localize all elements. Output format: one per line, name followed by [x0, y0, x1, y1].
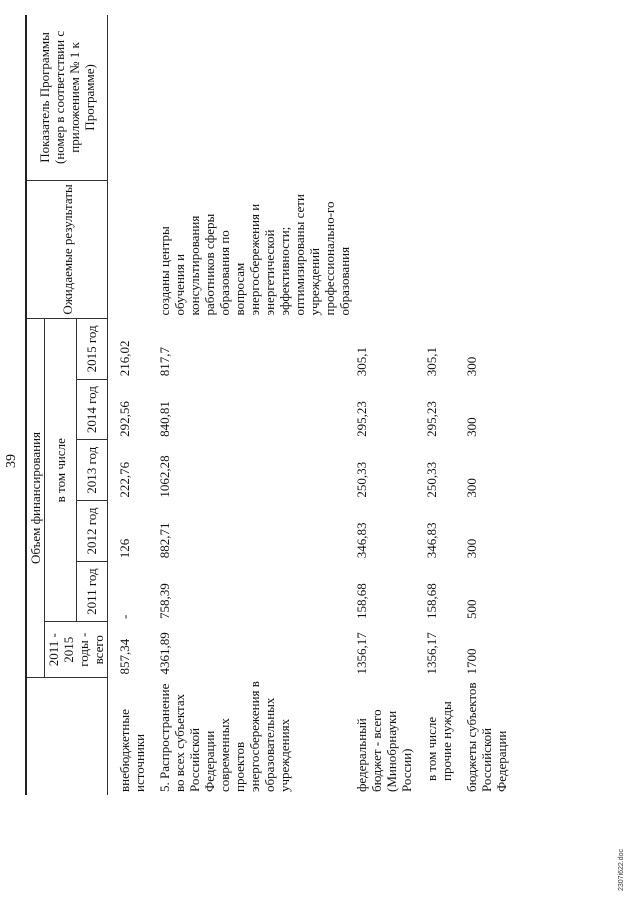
- row-2013: 300: [463, 478, 479, 498]
- row-result: [463, 180, 510, 318]
- row-2014: 295,23: [353, 401, 369, 437]
- header-year-2012: 2012 год: [76, 501, 108, 562]
- row-2011: 758,39: [156, 583, 172, 619]
- row-total: 1356,17: [423, 632, 439, 675]
- row-2013: 250,33: [423, 461, 439, 498]
- table-row: [156, 15, 353, 795]
- row-name: федеральный бюджет - всего (Минобрнауки России): [353, 709, 414, 792]
- table-row: [463, 15, 510, 795]
- page-number: 39: [4, 454, 19, 468]
- row-2011: 158,68: [353, 583, 369, 619]
- row-name: в том числе прочие нужды: [423, 701, 454, 781]
- row-result: [423, 180, 455, 318]
- row-2013: 1062,28: [156, 455, 172, 498]
- header-financing: Объем финансирования: [26, 318, 45, 677]
- row-total: 4361,89: [156, 632, 172, 675]
- row-2012: 346,83: [353, 522, 369, 559]
- row-2012: 126: [116, 538, 132, 559]
- header-year-2013: 2013 год: [76, 440, 108, 501]
- financing-table: [25, 15, 510, 795]
- row-2015: 305,1: [353, 346, 369, 377]
- row-2015: 817,7: [156, 346, 172, 377]
- table-row: [116, 15, 148, 795]
- header-including: в том числе: [45, 318, 77, 622]
- header-year-2014: 2014 год: [76, 379, 108, 440]
- header-indicator: Показатель Программы (номер в соответствии с приложением № 1 к Программе): [26, 15, 108, 180]
- table-row: [353, 15, 415, 795]
- row-name: внебюджетные источники: [116, 709, 147, 792]
- row-indicator: [463, 15, 510, 180]
- row-total: 857,34: [116, 638, 132, 675]
- row-indicator: [353, 15, 415, 180]
- row-2015: 300: [463, 356, 479, 377]
- row-indicator: [423, 15, 455, 180]
- row-indicator: [156, 15, 353, 180]
- header-year-2015: 2015 год: [76, 318, 108, 379]
- row-name: бюджеты субъектов Российской Федерации: [463, 682, 509, 792]
- table-row: [423, 15, 455, 795]
- header-total: 2011 - 2015 годы - всего: [45, 622, 108, 678]
- header-year-2011: 2011 год: [76, 561, 108, 622]
- row-total: 1700: [463, 648, 479, 675]
- row-2014: 300: [463, 417, 479, 437]
- row-result: [116, 180, 148, 318]
- footer-filename: 2307i622.doc: [618, 848, 625, 891]
- row-2015: 216,02: [116, 340, 132, 377]
- header-results: Ожидаемые результаты: [26, 180, 108, 318]
- row-name: 5. Распространение во всех субъектах Российской Федерации современных проектов энергосбережения в образовательных учреждениях: [156, 681, 292, 792]
- row-2011: -: [116, 614, 132, 619]
- row-2013: 222,76: [116, 461, 132, 498]
- header-name-blank: [26, 678, 108, 796]
- row-2011: 500: [463, 599, 479, 619]
- row-result: [353, 180, 415, 318]
- row-indicator: [116, 15, 148, 180]
- row-2015: 305,1: [423, 346, 439, 377]
- row-2013: 250,33: [353, 461, 369, 498]
- row-2014: 840,81: [156, 401, 172, 437]
- row-2014: 295,23: [423, 401, 439, 437]
- row-2011: 158,68: [423, 583, 439, 619]
- row-result: созданы центры обучения и консультирования работников сферы образования по вопросам энергосбережения и энергетической эффективности; оптимизированы сети учреждений профессионально-го образования: [156, 194, 352, 316]
- row-2012: 346,83: [423, 522, 439, 559]
- row-total: 1356,17: [353, 632, 369, 675]
- row-2014: 292,56: [116, 401, 132, 437]
- row-2012: 882,71: [156, 522, 172, 559]
- row-2012: 300: [463, 538, 479, 559]
